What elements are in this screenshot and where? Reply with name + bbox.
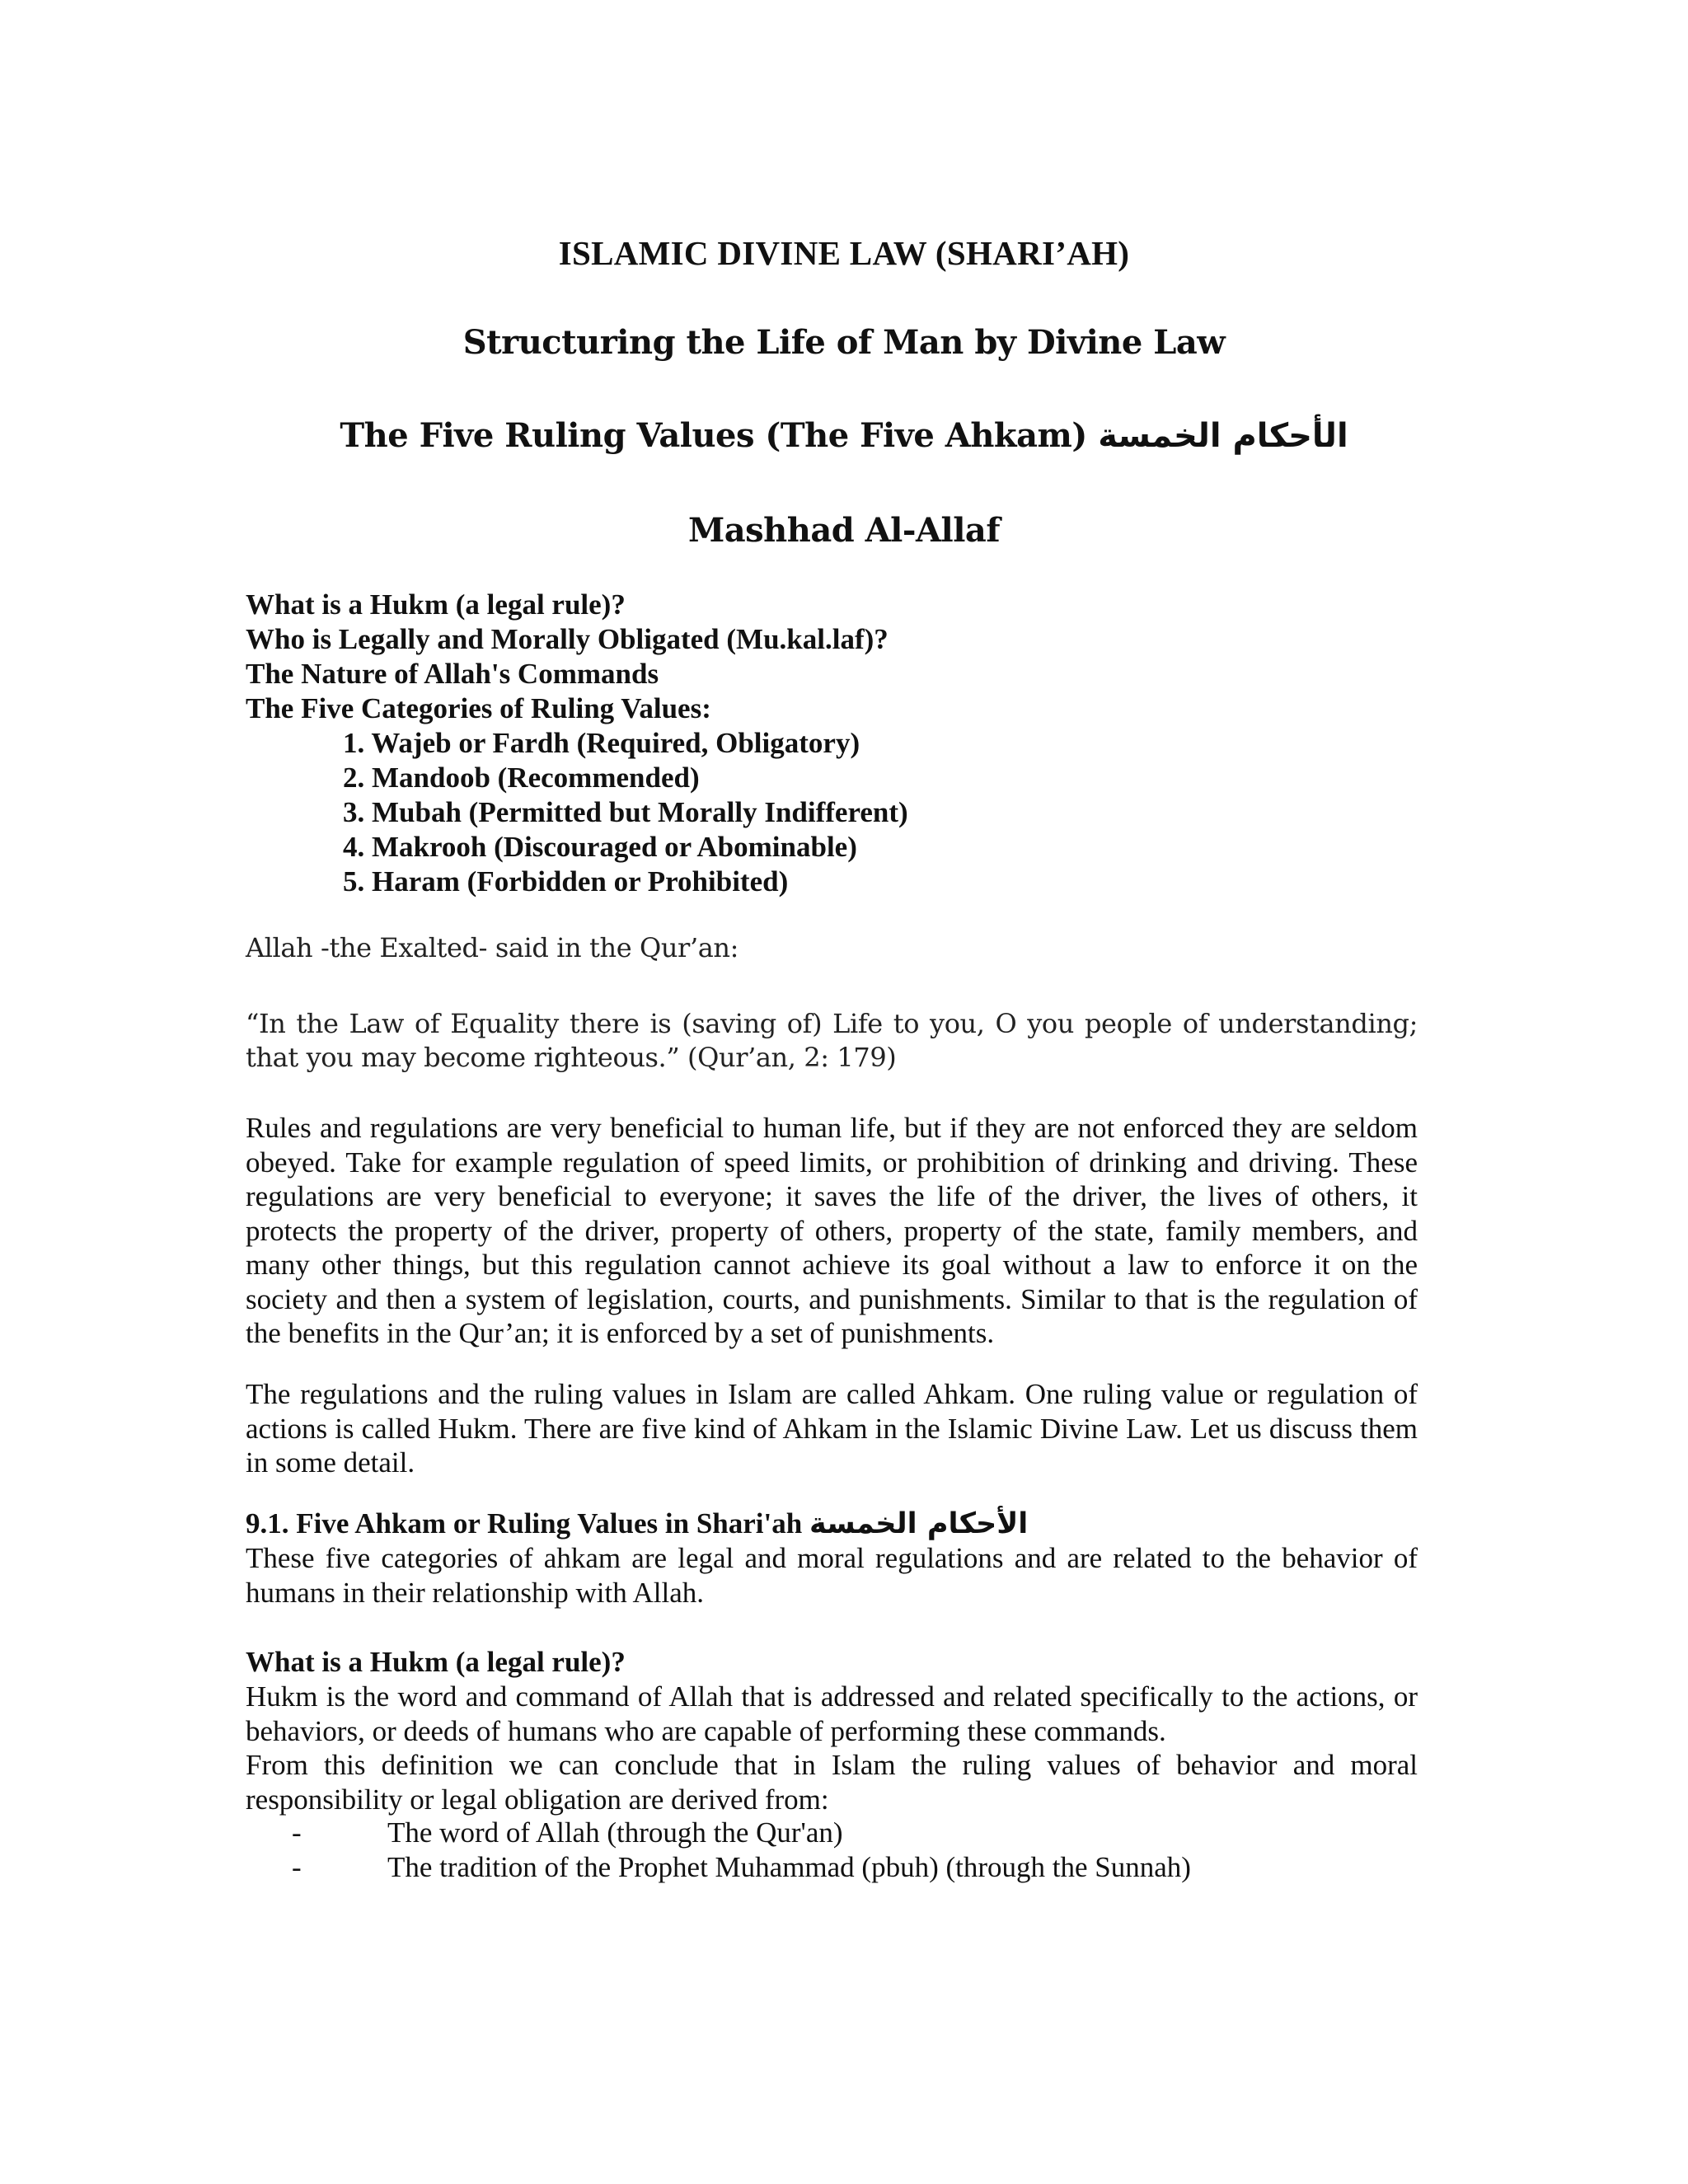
toc-item: Who is Legally and Morally Obligated (Mu.kal.laf)? — [246, 623, 889, 655]
section-heading-9-1 — [246, 1507, 1418, 1542]
section-heading-text: 9.1. Five Ahkam or Ruling Values in Shari'ah — [246, 1507, 803, 1540]
regulations-paragraph: The regulations and the ruling values in Islam are called Ahkam. One ruling value or regulation of actions is called Hukm. There are five kind of Ahkam in the Islamic Divine Law. Let us discuss them in some detail. — [246, 1378, 1418, 1479]
document-subtitle: Structuring the Life of Man by Divine Law — [462, 323, 1226, 362]
toc-category-item: 3. Mubah (Permitted but Morally Indifferent) — [343, 796, 908, 828]
toc-category-item: 1. Wajeb or Fardh (Required, Obligatory) — [343, 727, 860, 759]
hukm-heading: What is a Hukm (a legal rule)? — [246, 1646, 626, 1678]
author-name: Mashhad Al-Allaf — [687, 511, 1001, 550]
toc-category-item: 2. Mandoob (Recommended) — [343, 762, 700, 794]
bullet-marker: - — [292, 1816, 302, 1849]
list-item — [246, 1850, 1441, 1885]
hukm-definition — [246, 1680, 1418, 1816]
quran-quote: “In the Law of Equality there is (saving of) Life to you, O you people of understanding; that you may become righteous.” (Qur’an, 2: 179) — [246, 1008, 1418, 1073]
document-title: ISLAMIC DIVINE LAW (SHARI’AH) — [558, 234, 1130, 272]
toc-category-item: 4. Makrooh (Discouraged or Abominable) — [343, 831, 857, 863]
table-of-contents — [246, 588, 1441, 899]
bullet-marker: - — [292, 1850, 302, 1883]
toc-category-item: 5. Haram (Forbidden or Prohibited) — [343, 865, 789, 898]
list-item — [246, 1816, 1441, 1850]
section-title-text: The Five Ruling Values (The Five Ahkam) — [340, 416, 1087, 455]
section-title-arabic: الأحكام الخمسة — [1098, 417, 1348, 455]
quran-intro: Allah -the Exalted- said in the Qur’an: — [246, 932, 738, 963]
five-categories-paragraph: These five categories of ahkam are legal and moral regulations and are related to the behavior of humans in their relationship with Allah. — [246, 1542, 1418, 1609]
toc-item: The Nature of Allah's Commands — [246, 658, 659, 690]
toc-item: The Five Categories of Ruling Values: — [246, 692, 711, 724]
list-item-text: The tradition of the Prophet Muhammad (pbuh) (through the Sunnah) — [387, 1850, 1191, 1883]
hukm-conclusion-paragraph: From this definition we can conclude that in Islam the ruling values of behavior and moral responsibility or legal obligation are derived from: — [246, 1749, 1418, 1816]
hukm-paragraph: Hukm is the word and command of Allah that is addressed and related specifically to the actions, or behaviors, or deeds of humans who are capable of performing these commands. — [246, 1680, 1418, 1747]
section-heading-arabic: الأحكام الخمسة — [809, 1507, 1029, 1540]
toc-item: What is a Hukm (a legal rule)? — [246, 588, 626, 621]
list-item-text: The word of Allah (through the Qur'an) — [387, 1816, 843, 1849]
rules-paragraph: Rules and regulations are very beneficial to human life, but if they are not enforced they are seldom obeyed. Take for example regulation of speed limits, or prohibition of drinking and driving. These regulations are very beneficial to everyone; it saves the life of the driver, the lives of others, it protects the property of the driver, property of others, property of the state, family members, and many other things, but this regulation cannot achieve its goal without a law to enforce it on the society and then a system of legislation, courts, and punishments. Similar to that is the regulation of the benefits in the Qur’an; it is enforced by a set of punishments. — [246, 1112, 1418, 1349]
source-list — [246, 1816, 1441, 1884]
section-title — [0, 416, 1688, 455]
